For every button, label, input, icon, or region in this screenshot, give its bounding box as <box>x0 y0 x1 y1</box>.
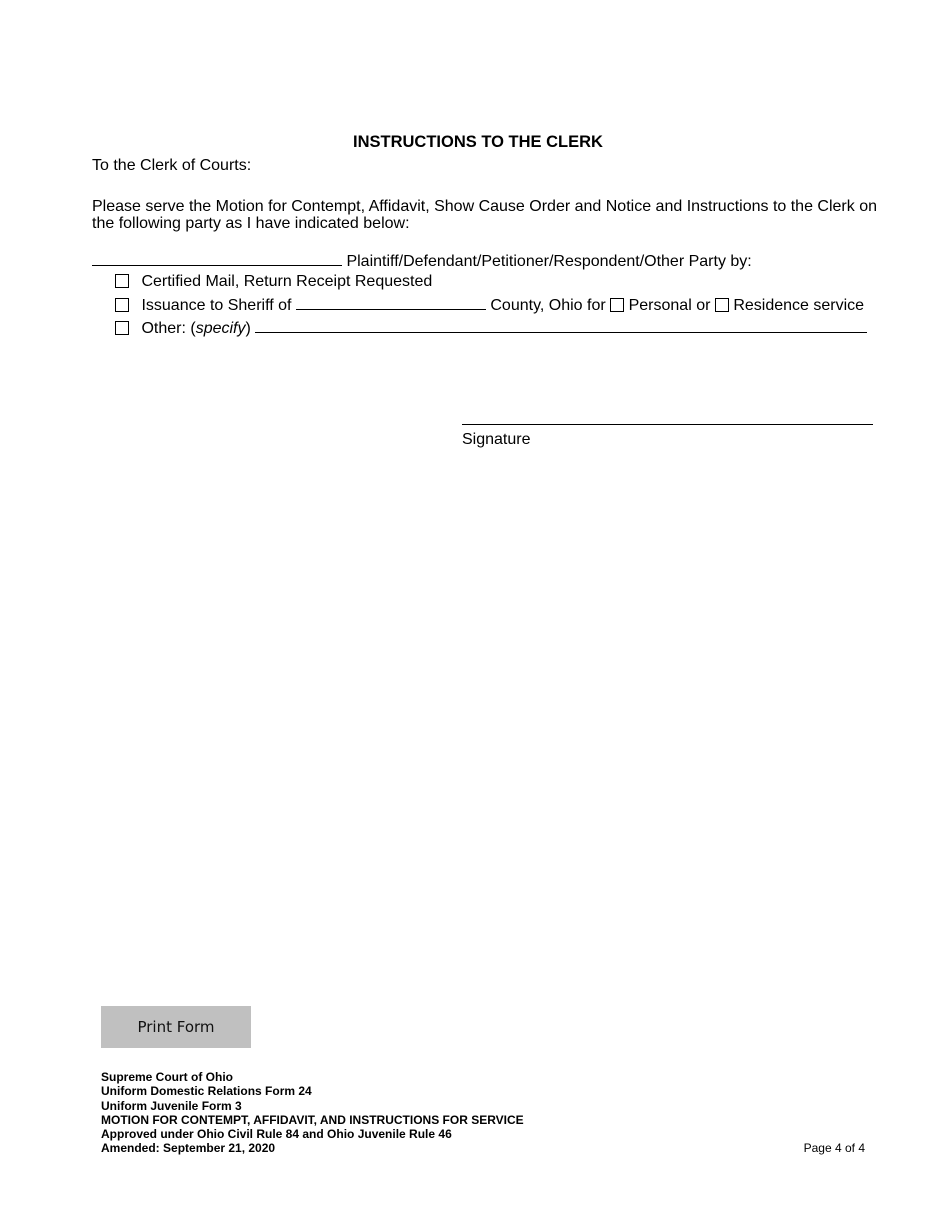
footer-form-title: MOTION FOR CONTEMPT, AFFIDAVIT, AND INSTRUCTIONS FOR SERVICE <box>101 1112 524 1127</box>
party-label: Plaintiff/Defendant/Petitioner/Respondent/Other Party by: <box>346 253 752 270</box>
sheriff-label: Issuance to Sheriff of <box>141 297 292 314</box>
page-number: Page 4 of 4 <box>803 1141 865 1155</box>
county-label: County, Ohio for <box>490 297 606 314</box>
personal-service-checkbox[interactable] <box>610 298 624 312</box>
certified-mail-checkbox[interactable] <box>115 274 129 288</box>
instructions-paragraph-line-1: Please serve the Motion for Contempt, Affidavit, Show Cause Order and Notice and Instructions to the Clerk on <box>92 198 877 215</box>
party-row <box>92 251 752 271</box>
signature-line[interactable] <box>462 424 873 425</box>
footer-amended: Amended: September 21, 2020 <box>101 1141 276 1156</box>
footer-dr-form: Uniform Domestic Relations Form 24 <box>101 1084 312 1099</box>
residence-service-checkbox[interactable] <box>715 298 729 312</box>
sheriff-checkbox[interactable] <box>115 298 129 312</box>
footer-court: Supreme Court of Ohio <box>101 1070 233 1084</box>
page-title: INSTRUCTIONS TO THE CLERK <box>353 133 603 151</box>
other-specify-field[interactable] <box>255 318 867 333</box>
certified-mail-label: Certified Mail, Return Receipt Requested <box>141 273 433 290</box>
other-option <box>115 318 867 338</box>
signature-label: Signature <box>462 431 531 448</box>
other-label: Other: (specify) <box>141 320 251 337</box>
party-name-field[interactable] <box>92 251 342 266</box>
footer-juvenile-form: Uniform Juvenile Form 3 <box>101 1098 242 1113</box>
personal-service-label: Personal or <box>628 297 711 314</box>
county-field[interactable] <box>296 295 486 310</box>
footer-info <box>101 1070 524 1156</box>
instructions-paragraph-line-2: the following party as I have indicated below: <box>92 215 410 232</box>
residence-service-label: Residence service <box>733 297 865 314</box>
sheriff-option <box>115 295 864 315</box>
other-checkbox[interactable] <box>115 321 129 335</box>
salutation: To the Clerk of Courts: <box>92 157 252 174</box>
print-form-button[interactable]: Print Form <box>101 1006 251 1048</box>
certified-mail-option <box>115 273 432 291</box>
footer-approval: Approved under Ohio Civil Rule 84 and Ohio Juvenile Rule 46 <box>101 1127 452 1142</box>
